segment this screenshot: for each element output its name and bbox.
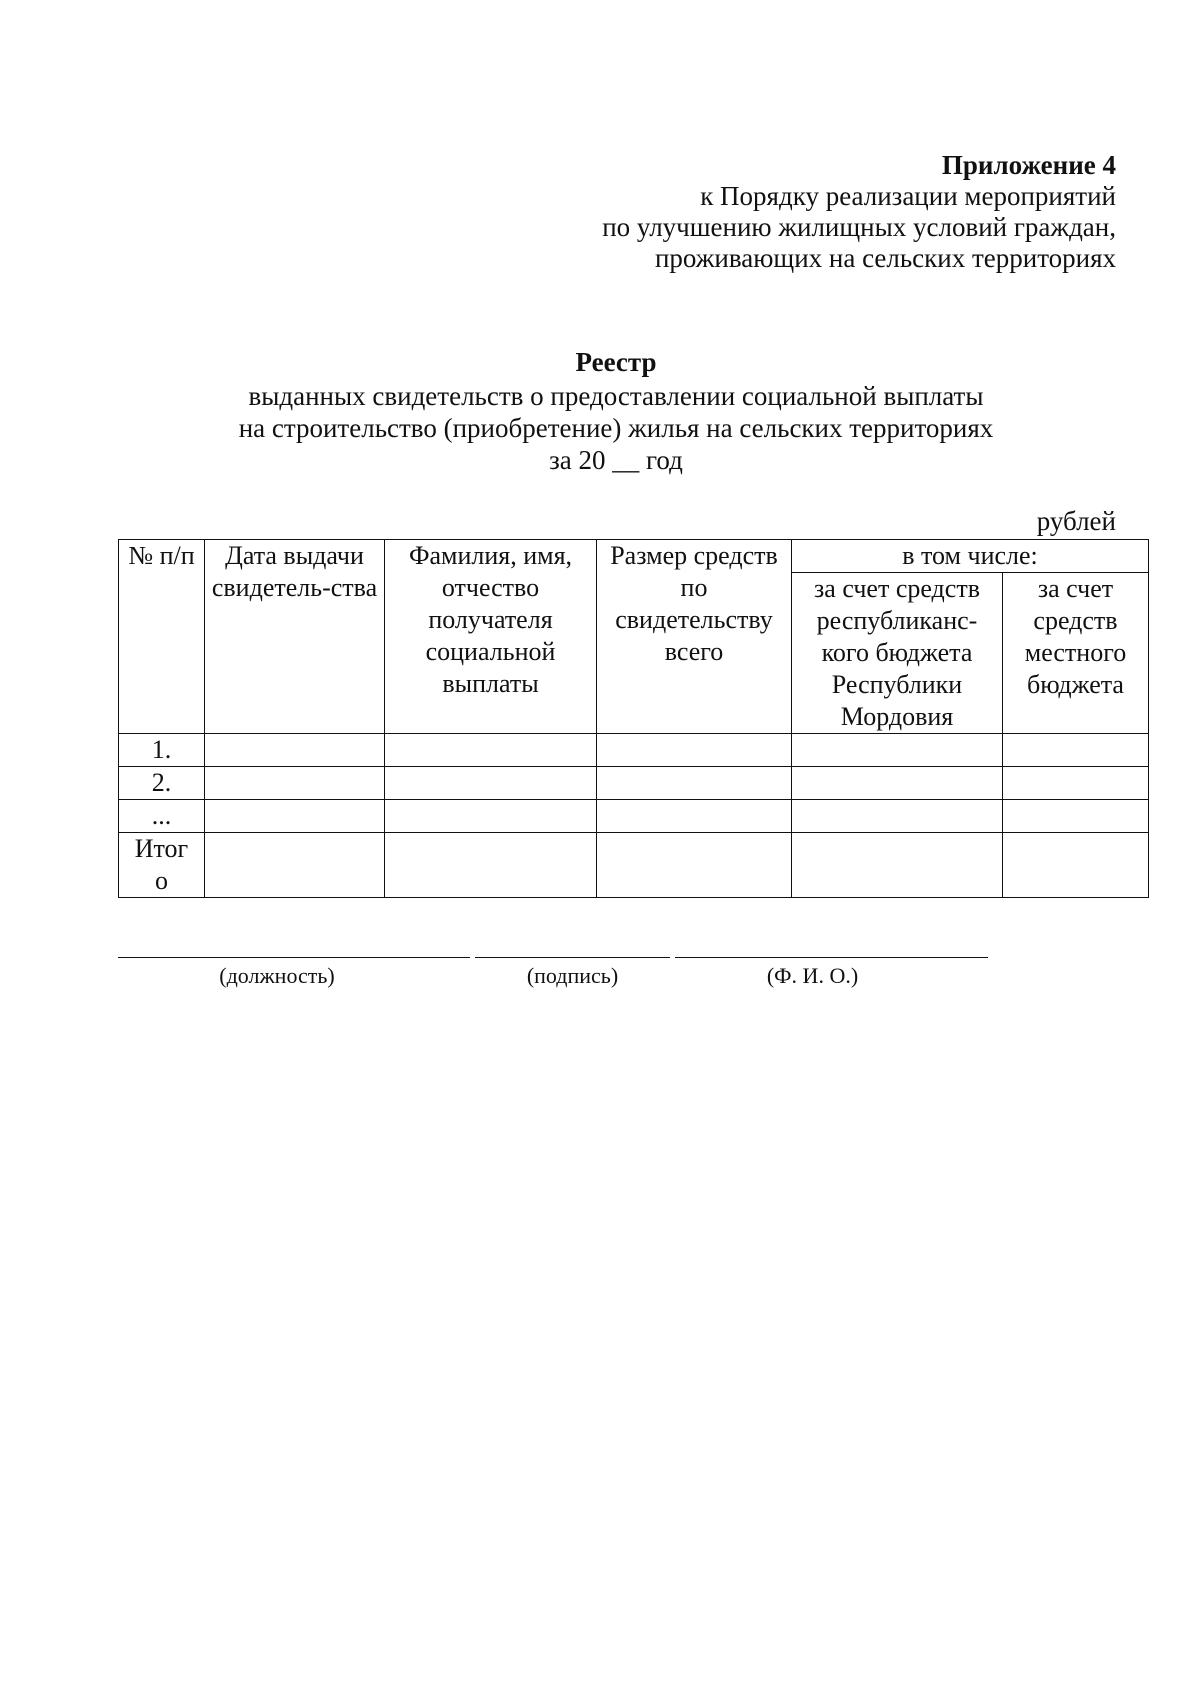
signature-caption: (подпись) [526,963,619,988]
document-title: Реестр [575,347,657,377]
annex-line-1: к Порядку реализации мероприятий [700,181,1116,211]
row-number: 1. [119,734,205,767]
table-cell [792,800,1003,833]
table-cell [205,734,385,767]
table-cell [597,767,792,800]
currency-unit: рублей [1036,506,1116,536]
annex-block [602,150,1116,274]
fio-caption: (Ф. И. О.) [766,963,859,988]
total-label: Итого [119,833,205,898]
header-date: Дата выдачи свидетель-ства [205,540,385,734]
document-title-block [0,344,1200,476]
table-cell [1003,734,1149,767]
title-line-3: за 20 __ год [549,445,683,475]
table-cell [385,800,597,833]
fio-signature-line [675,957,988,958]
table-cell [792,833,1003,898]
table-cell [205,800,385,833]
row-number: ... [119,800,205,833]
table-cell [205,767,385,800]
table-cell [205,833,385,898]
signature-line [475,957,670,958]
registry-table [118,539,1149,898]
position-signature-line [118,957,470,958]
table-cell [792,767,1003,800]
header-including: в том числе: [792,540,1149,573]
title-line-2: на строительство (приобретение) жилья на сельских территориях [238,413,994,443]
annex-line-3: проживающих на сельских территориях [654,243,1116,273]
table-row [119,767,1149,800]
table-cell [1003,833,1149,898]
table-cell [385,734,597,767]
table-cell [385,767,597,800]
table-cell [1003,800,1149,833]
row-number: 2. [119,767,205,800]
table-cell [597,833,792,898]
table-cell [792,734,1003,767]
table-row [119,800,1149,833]
header-republic-budget: за счет средств республиканс-кого бюджета Республики Мордовия [792,573,1003,734]
table-cell [597,734,792,767]
header-num: № п/п [119,540,205,734]
header-name: Фамилия, имя, отчество получателя социальной выплаты [385,540,597,734]
annex-heading: Приложение 4 [941,150,1116,180]
title-line-1: выданных свидетельств о предоставлении социальной выплаты [248,381,984,411]
annex-line-2: по улучшению жилищных условий граждан, [602,212,1116,242]
header-amount: Размер средств по свидетельству всего [597,540,792,734]
table-cell [597,800,792,833]
table-cell [385,833,597,898]
table-cell [1003,767,1149,800]
table-row [119,734,1149,767]
total-row [119,833,1149,898]
position-caption: (должность) [219,963,335,988]
header-local-budget: за счет средств местного бюджета [1003,573,1149,734]
